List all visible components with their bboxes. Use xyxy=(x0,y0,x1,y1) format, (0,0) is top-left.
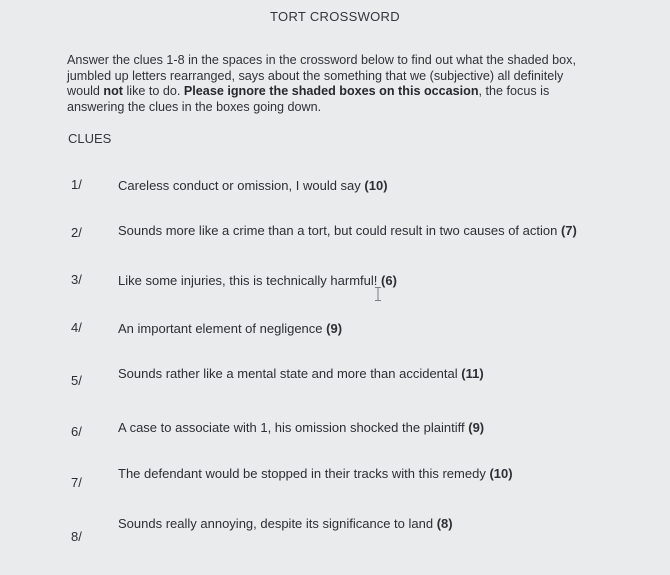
page-title: TORT CROSSWORD xyxy=(270,9,400,24)
clue-number: 2/ xyxy=(71,225,82,240)
clues-heading: CLUES xyxy=(68,131,112,146)
clue-text xyxy=(118,515,588,533)
intro-instruction: Please ignore the shaded boxes on this occasion xyxy=(183,84,479,98)
clue-letter-count: (6) xyxy=(381,273,397,288)
clue-text xyxy=(118,222,588,240)
clue-text-body: The defendant would be stopped in their tracks with this remedy xyxy=(118,466,486,481)
clue-letter-count: (7) xyxy=(560,223,577,238)
clue-letter-count: (11) xyxy=(461,366,484,381)
clue-text-body: Like some injuries, this is technically harmful! xyxy=(118,273,378,288)
clue-number: 7/ xyxy=(71,475,82,490)
clue-text xyxy=(118,365,588,383)
clue-letter-count: (8) xyxy=(436,516,453,531)
clue-text-body: Sounds really annoying, despite its significance to land xyxy=(118,516,434,531)
clue-text-body: Sounds rather like a mental state and more than accidental xyxy=(118,366,458,381)
clue-number: 1/ xyxy=(71,177,82,192)
clue-letter-count: (9) xyxy=(468,420,485,435)
intro-paragraph xyxy=(67,53,587,115)
clue-number: 4/ xyxy=(71,320,82,335)
clue-letter-count: (9) xyxy=(326,321,343,336)
clue-text-body: A case to associate with 1, his omission shocked the plaintiff xyxy=(118,420,465,435)
clue-text xyxy=(118,177,588,195)
clue-number: 8/ xyxy=(71,529,82,544)
clue-number: 3/ xyxy=(71,272,82,287)
clue-number: 6/ xyxy=(71,424,82,439)
clue-text-body: Careless conduct or omission, I would say xyxy=(118,178,361,193)
clue-letter-count: (10) xyxy=(489,466,513,481)
clue-text xyxy=(118,272,588,290)
clue-text-body: Sounds more like a crime than a tort, but could result in two causes of action xyxy=(118,223,558,238)
intro-emphasis-not: not xyxy=(103,84,123,98)
clue-letter-count: (10) xyxy=(364,178,388,193)
clue-number: 5/ xyxy=(71,373,82,388)
clue-text xyxy=(118,419,588,437)
intro-text: like to do. xyxy=(123,84,184,98)
intro-text: Answer the clues 1-8 in the spaces in the crossword below to find out what the shaded box, jumbled up letters rearranged, says about the something that we (subjective) all definitely would xyxy=(67,53,576,98)
text-cursor-icon xyxy=(375,287,381,301)
clue-text-body: An important element of negligence xyxy=(118,321,323,336)
clue-text xyxy=(118,465,588,483)
intro-text: , the focus is answering the clues in the boxes going down. xyxy=(67,84,550,114)
clue-text xyxy=(118,320,588,338)
